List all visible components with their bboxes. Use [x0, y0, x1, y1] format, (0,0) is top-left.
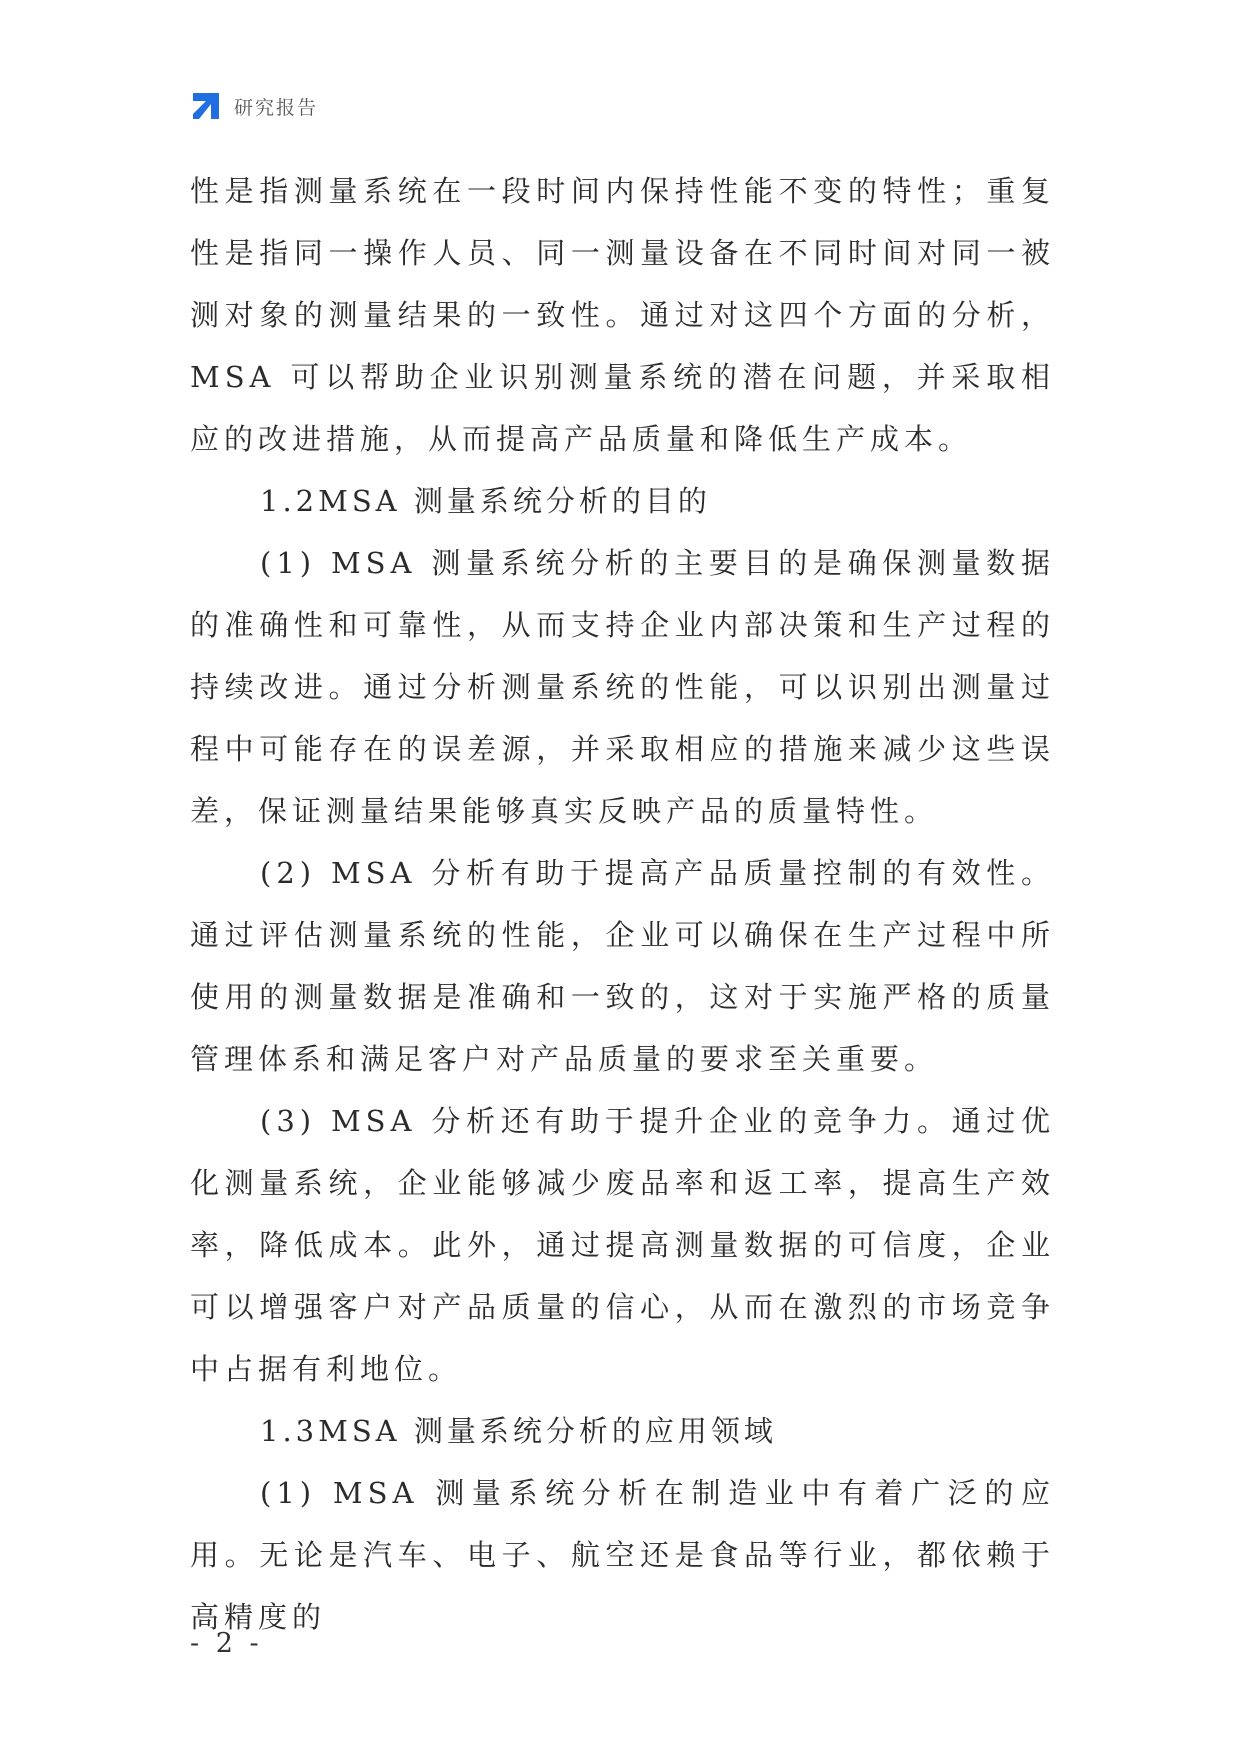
paragraph-application-1: (1) MSA 测量系统分析在制造业中有着广泛的应用。无论是汽车、电子、航空还是食品等行业，都依赖于高精度的: [190, 1476, 1055, 1634]
paragraph-purpose-2: (2) MSA 分析有助于提高产品质量控制的有效性。通过评估测量系统的性能，企业可以确保在生产过程中所使用的测量数据是准确和一致的，这对于实施严格的质量管理体系和满足客户对产品质量的要求至关重要。: [190, 856, 1055, 1076]
arrow-up-right-logo-icon: [190, 90, 222, 122]
document-body: [190, 160, 1055, 1648]
header-title: 研究报告: [234, 96, 319, 119]
section-heading-1-2: 1.2MSA 测量系统分析的目的: [260, 484, 711, 518]
paragraph-purpose-3: (3) MSA 分析还有助于提升企业的竞争力。通过优化测量系统，企业能够减少废品率和返工率，提高生产效率，降低成本。此外，通过提高测量数据的可信度，企业可以增强客户对产品质量的信心，从而在激烈的市场竞争中占据有利地位。: [190, 1104, 1055, 1386]
page-header: [190, 88, 318, 124]
paragraph-continued: 性是指测量系统在一段时间内保持性能不变的特性；重复性是指同一操作人员、同一测量设备在不同时间对同一被测对象的测量结果的一致性。通过对这四个方面的分析，MSA 可以帮助企业识别测量系统的潜在问题，并采取相应的改进措施，从而提高产品质量和降低生产成本。: [190, 174, 1055, 456]
paragraph-purpose-1: (1) MSA 测量系统分析的主要目的是确保测量数据的准确性和可靠性，从而支持企业内部决策和生产过程的持续改进。通过分析测量系统的性能，可以识别出测量过程中可能存在的误差源，并采取相应的措施来减少这些误差，保证测量结果能够真实反映产品的质量特性。: [190, 546, 1055, 828]
section-heading-1-3: 1.3MSA 测量系统分析的应用领域: [260, 1414, 777, 1448]
page-number: - 2 -: [190, 1628, 263, 1659]
